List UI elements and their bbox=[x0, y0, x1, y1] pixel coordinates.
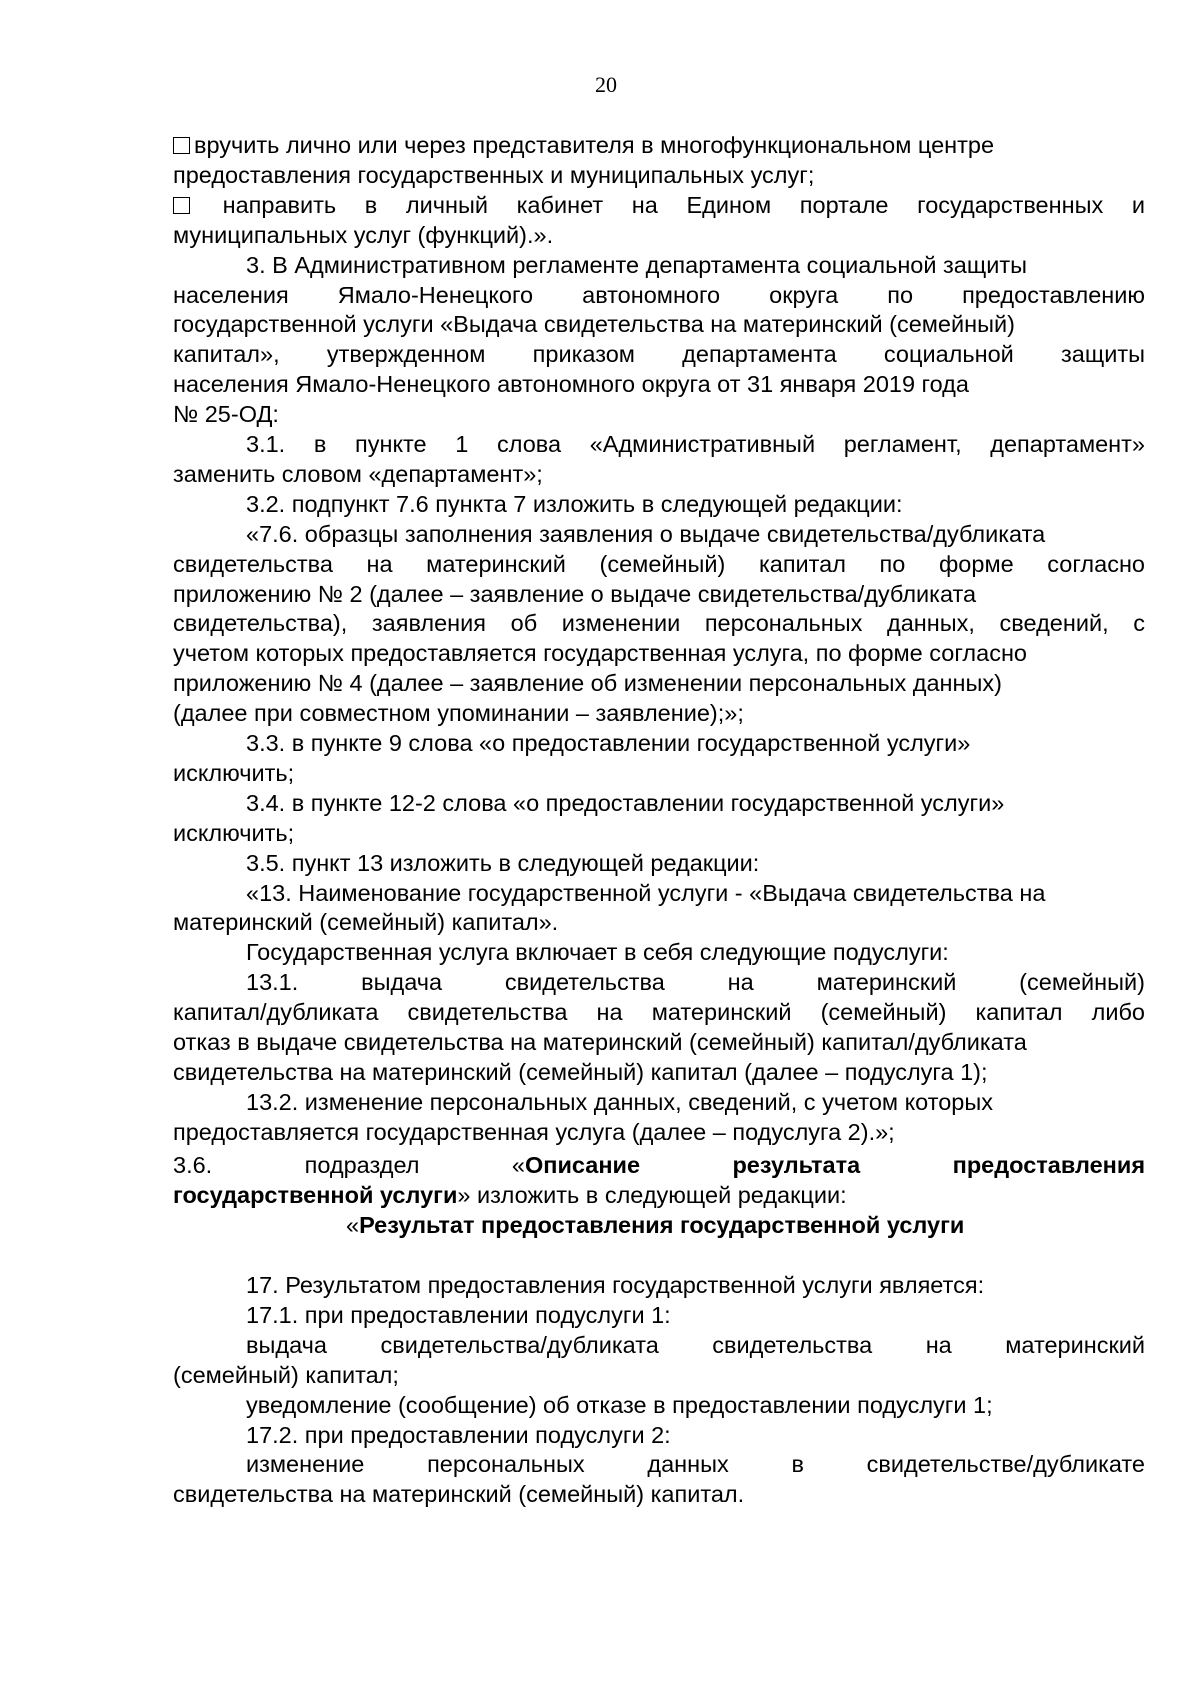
text-line: свидетельства), заявления об изменении персональных данных, сведений, с bbox=[173, 610, 1145, 637]
text-line: приложению № 2 (далее – заявление о выдаче свидетельства/дубликата bbox=[173, 580, 977, 607]
subsection-heading-line: 3.6. подраздел «Описание результата предоставления bbox=[173, 1152, 1146, 1178]
text-line: 3. В Административном регламенте департамента социальной защиты bbox=[246, 251, 1027, 278]
text-line: уведомление (сообщение) об отказе в предоставлении подуслуги 1; bbox=[246, 1391, 993, 1418]
text-line: исключить; bbox=[173, 819, 295, 846]
text-line: государственной услуги «Выдача свидетельства на материнский (семейный) bbox=[173, 311, 1015, 338]
text-line: выдача свидетельства/дубликата свидетельства на материнский bbox=[246, 1331, 1145, 1358]
text-line: предоставляется государственная услуга (далее – подуслуга 2).»; bbox=[173, 1118, 895, 1145]
text-line: муниципальных услуг (функций).». bbox=[173, 221, 554, 248]
text-line: 13.2. изменение персональных данных, сведений, с учетом которых bbox=[246, 1088, 993, 1115]
text-line: «7.6. образцы заполнения заявления о выдаче свидетельства/дубликата bbox=[246, 520, 1046, 547]
checkbox-bullet-icon bbox=[173, 137, 190, 154]
text-line: свидетельства на материнский (семейный) капитал (далее – подуслуга 1); bbox=[173, 1058, 988, 1085]
text-line: исключить; bbox=[173, 759, 295, 786]
text-line: (семейный) капитал; bbox=[173, 1361, 399, 1388]
text-line: № 25-ОД: bbox=[173, 401, 279, 428]
checkbox-bullet-icon bbox=[173, 197, 190, 214]
text-line: 3.2. подпункт 7.6 пункта 7 изложить в следующей редакции: bbox=[246, 490, 903, 517]
text-line: 17.1. при предоставлении подуслуги 1: bbox=[246, 1301, 671, 1328]
page-number: 20 bbox=[595, 72, 617, 97]
text-line: материнский (семейный) капитал». bbox=[173, 909, 559, 936]
text-line: отказ в выдаче свидетельства на материнский (семейный) капитал/дубликата bbox=[173, 1029, 1027, 1055]
text-line: заменить словом «департамент»; bbox=[173, 460, 543, 487]
text-line: изменение персональных данных в свидетельстве/дубликате bbox=[246, 1451, 1145, 1478]
text-line: 3.5. пункт 13 изложить в следующей редакции: bbox=[246, 849, 760, 876]
text-line: «13. Наименование государственной услуги - «Выдача свидетельства на bbox=[246, 879, 1046, 906]
text-line: 3.1. в пункте 1 слова «Административный регламент, департамент» bbox=[246, 431, 1145, 457]
text-line: свидетельства на материнский (семейный) капитал по форме согласно bbox=[173, 550, 1145, 577]
text-line: населения Ямало-Ненецкого автономного округа от 31 января 2019 года bbox=[173, 371, 969, 398]
text-line: предоставления государственных и муниципальных услуг; bbox=[173, 161, 815, 188]
text-line: направить в личный кабинет на Едином портале государственных и bbox=[173, 190, 1145, 220]
text-line: 13.1. выдача свидетельства на материнский (семейный) bbox=[246, 969, 1145, 996]
text-line: (далее при совместном упоминании – заявление);»; bbox=[173, 700, 744, 727]
text-line: 3.3. в пункте 9 слова «о предоставлении государственной услуги» bbox=[246, 730, 971, 756]
text-line: вручить лично или через представителя в многофункциональном центре bbox=[173, 130, 1145, 160]
text-line: населения Ямало-Ненецкого автономного округа по предоставлению bbox=[173, 281, 1145, 308]
text-line: учетом которых предоставляется государственная услуга, по форме согласно bbox=[173, 640, 1027, 667]
text-line: свидетельства на материнский (семейный) капитал. bbox=[173, 1481, 745, 1508]
text-line: 17. Результатом предоставления государственной услуги является: bbox=[246, 1272, 985, 1298]
text-line: приложению № 4 (далее – заявление об изменении персональных данных) bbox=[173, 670, 1002, 697]
text-line: 3.4. в пункте 12-2 слова «о предоставлении государственной услуги» bbox=[246, 789, 1005, 816]
text-line: 17.2. при предоставлении подуслуги 2: bbox=[246, 1421, 671, 1448]
subsection-heading-line-2: государственной услуги» изложить в следующей редакции: bbox=[173, 1182, 847, 1208]
text-line: Государственная услуга включает в себя следующие подуслуги: bbox=[246, 939, 949, 966]
text-line: капитал», утвержденном приказом департамента социальной защиты bbox=[173, 341, 1145, 368]
text-line: капитал/дубликата свидетельства на материнский (семейный) капитал либо bbox=[173, 999, 1145, 1026]
section-title: «Результат предоставления государственной услуги bbox=[346, 1212, 965, 1238]
